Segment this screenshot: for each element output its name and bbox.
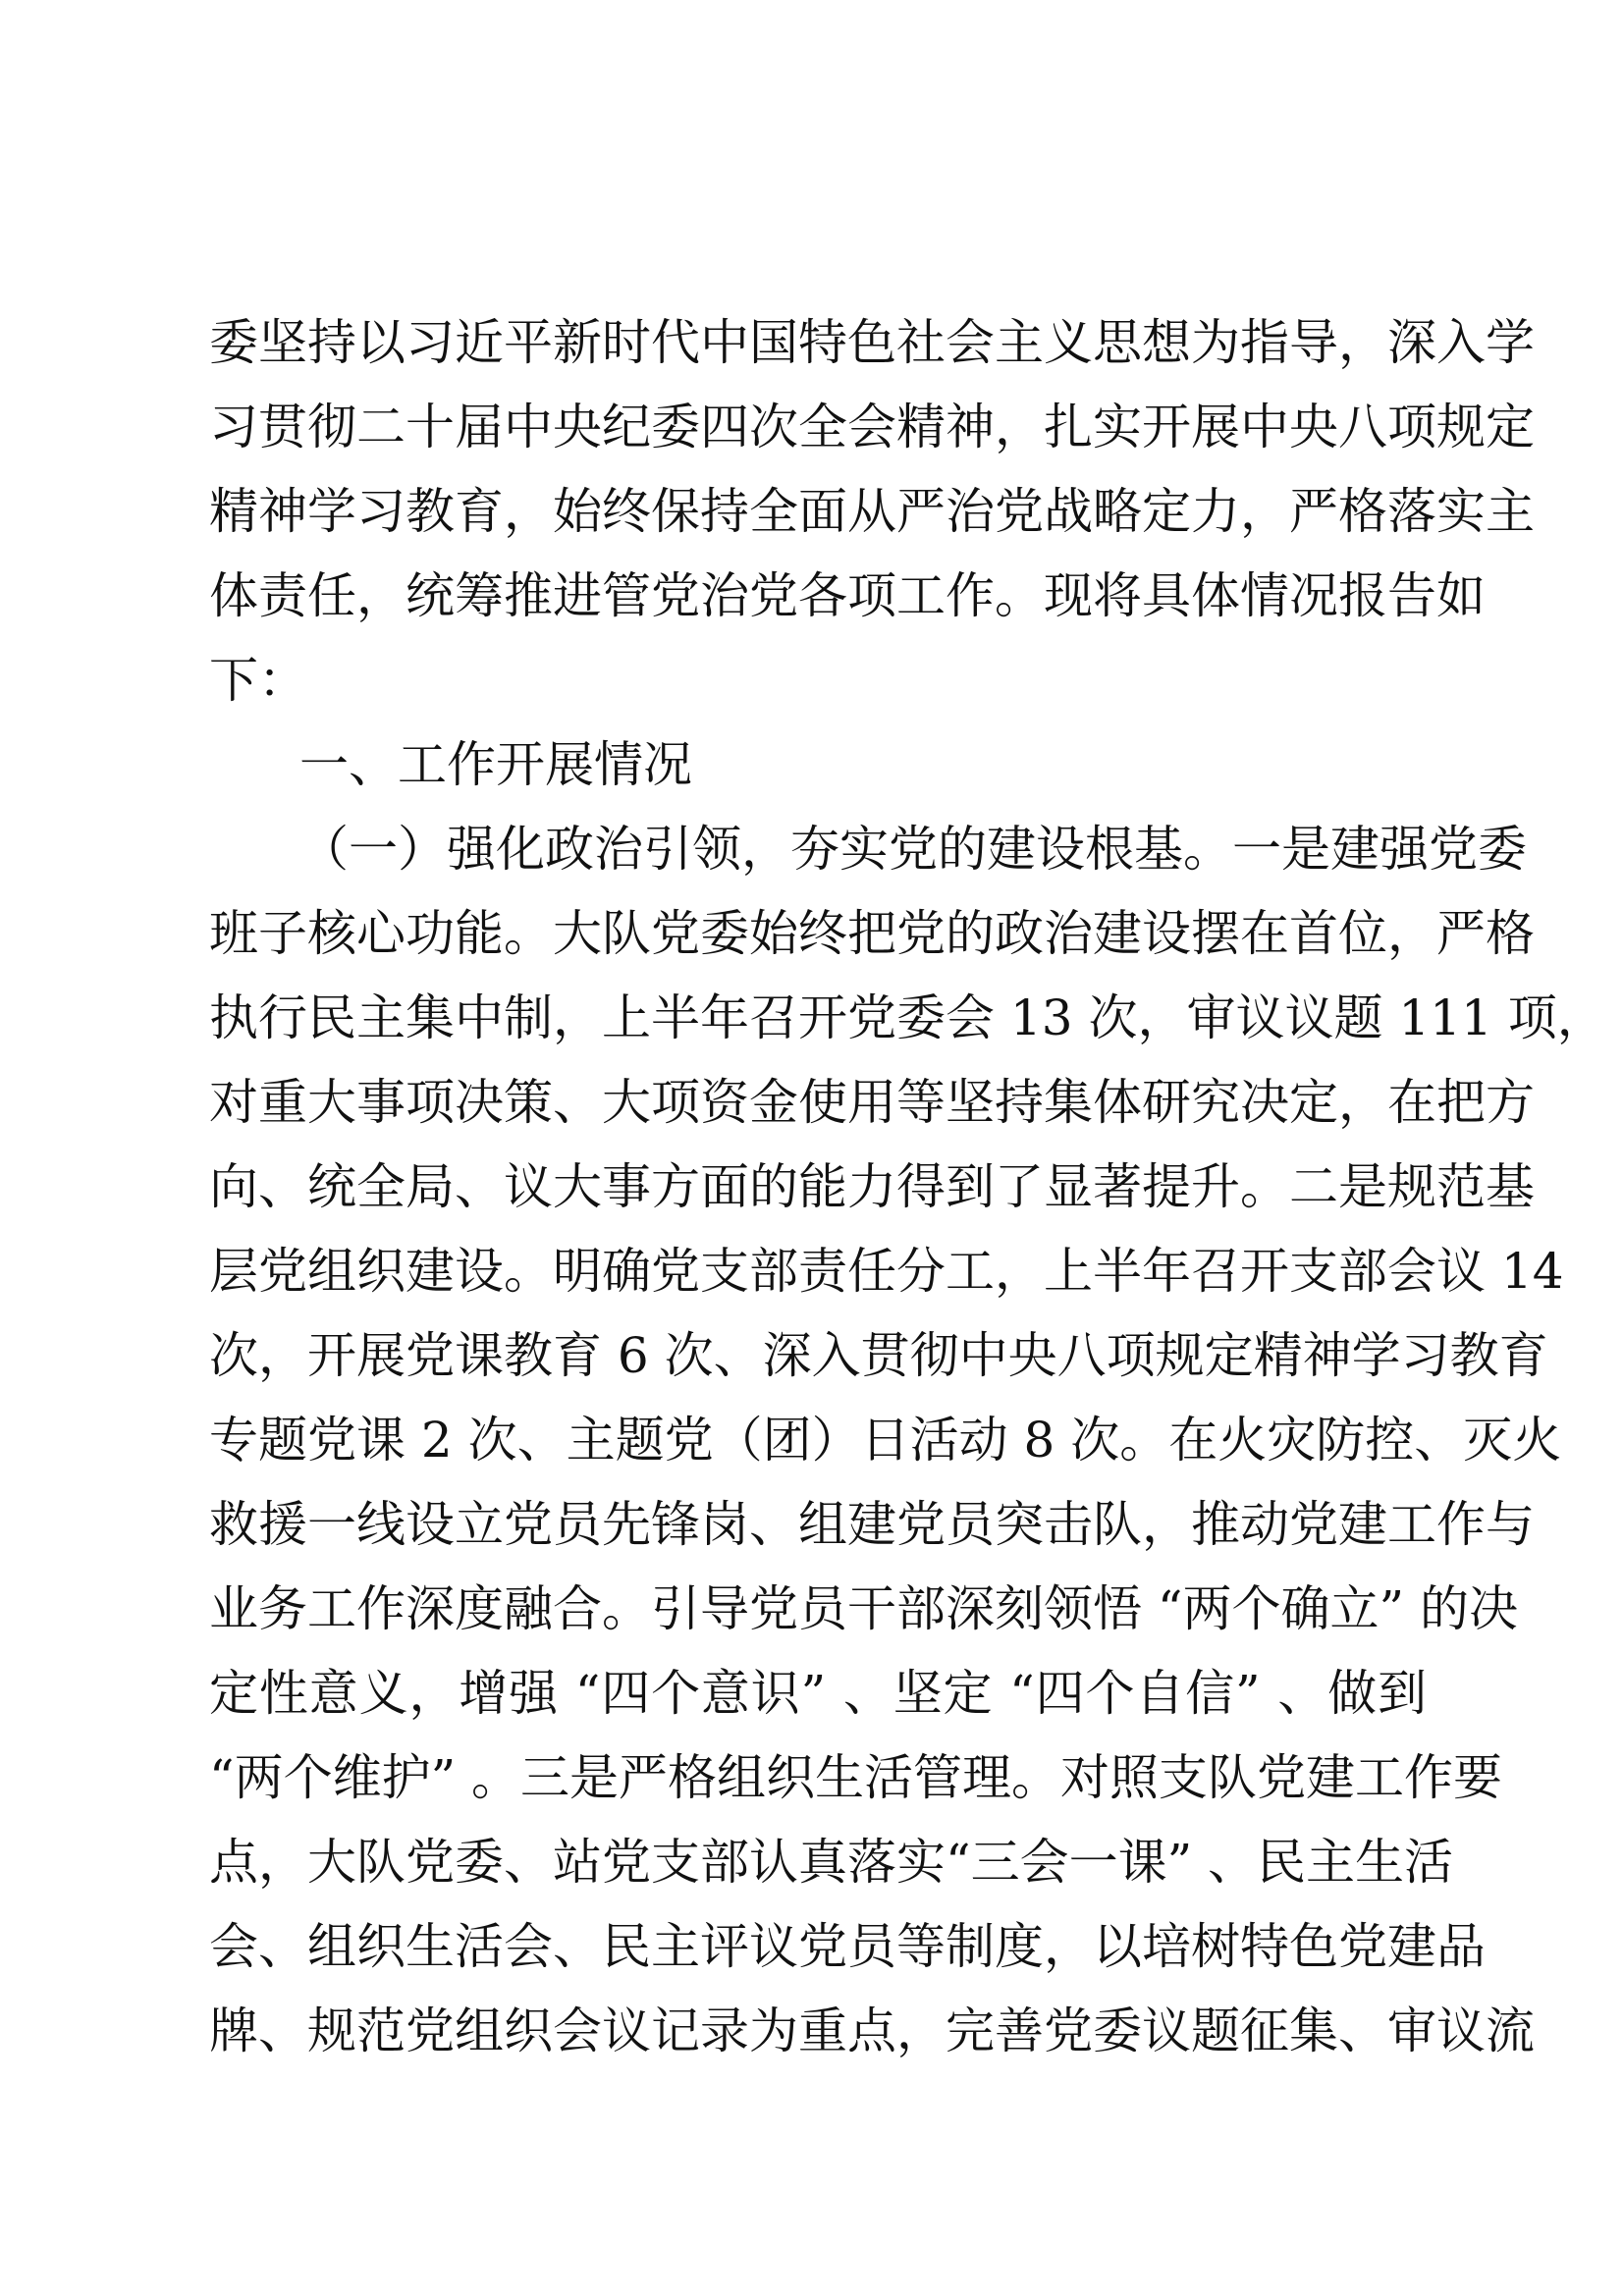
text-line: 定 性 意 义 ， 增 强 “ 四 个 意 识 ” 、 坚 定 “ 四 个 自 信 ” 、 做 到 (209, 1665, 1427, 1722)
text-line: 救 援 一 线 设 立 党 员 先 锋 岗 、 组 建 党 员 突 击 队 ， 推 动 党 建 工 作 与 (209, 1496, 1535, 1553)
section-heading: 一、工作开展情况 (299, 736, 692, 793)
text-line: （ 一 ） 强 化 政 治 引 领 ， 夯 实 党 的 建 设 根 基 。 一 是 建 强 党 委 (299, 821, 1527, 878)
text-line: 层 党 组 织 建 设 。 明 确 党 支 部 责 任 分 工 ， 上 半 年 召 开 支 部 会 议 1 4 (209, 1243, 1564, 1300)
text-line: 体 责 任 ， 统 筹 推 进 管 党 治 党 各 项 工 作 。 现 将 具 体 情 况 报 告 如 (209, 567, 1486, 624)
text-line: 对 重 大 事 项 决 策 、 大 项 资 金 使 用 等 坚 持 集 体 研 究 决 定 ， 在 把 方 (209, 1074, 1535, 1131)
body-text (209, 300, 1606, 2073)
text-line: 下： (209, 652, 307, 709)
text-line: 点 ， 大 队 党 委 、 站 党 支 部 认 真 落 实 “ 三 会 一 课 ” 、 民 主 生 活 (209, 1834, 1454, 1891)
text-line: 专 题 党 课 2 次 、 主 题 党 （ 团 ） 日 活 动 8 次 。 在 火 灾 防 控 、 灭 火 (209, 1412, 1562, 1468)
text-line: 执 行 民 主 集 中 制 ， 上 半 年 召 开 党 委 会 1 3 次 ， 审 议 议 题 1 1 1 项 ， (209, 989, 1606, 1046)
text-line: 委 坚 持 以 习 近 平 新 时 代 中 国 特 色 社 会 主 义 思 想 为 指 导 ， 深 入 学 (209, 314, 1535, 371)
text-line: 精 神 学 习 教 育 ， 始 终 保 持 全 面 从 严 治 党 战 略 定 力 ， 严 格 落 实 主 (209, 483, 1535, 540)
text-line: “ 两 个 维 护 ” 。 三 是 严 格 组 织 生 活 管 理 。 对 照 支 队 党 建 工 作 要 (209, 1749, 1503, 1806)
text-line: 向 、 统 全 局 、 议 大 事 方 面 的 能 力 得 到 了 显 著 提 升 。 二 是 规 范 基 (209, 1158, 1535, 1215)
text-line: 牌 、 规 范 党 组 织 会 议 记 录 为 重 点 ， 完 善 党 委 议 题 征 集 、 审 议 流 (209, 2002, 1535, 2059)
text-line: 会 、 组 织 生 活 会 、 民 主 评 议 党 员 等 制 度 ， 以 培 树 特 色 党 建 品 (209, 1918, 1486, 1975)
text-line: 班 子 核 心 功 能 。 大 队 党 委 始 终 把 党 的 政 治 建 设 摆 在 首 位 ， 严 格 (209, 905, 1535, 962)
text-line: 次 ， 开 展 党 课 教 育 6 次 、 深 入 贯 彻 中 央 八 项 规 定 精 神 学 习 教 育 (209, 1327, 1548, 1384)
text-line: 业 务 工 作 深 度 融 合 。 引 导 党 员 干 部 深 刻 领 悟 “ 两 个 确 立 ” 的 决 (209, 1580, 1518, 1637)
text-line: 习 贯 彻 二 十 届 中 央 纪 委 四 次 全 会 精 神 ， 扎 实 开 展 中 央 八 项 规 定 (209, 399, 1535, 455)
